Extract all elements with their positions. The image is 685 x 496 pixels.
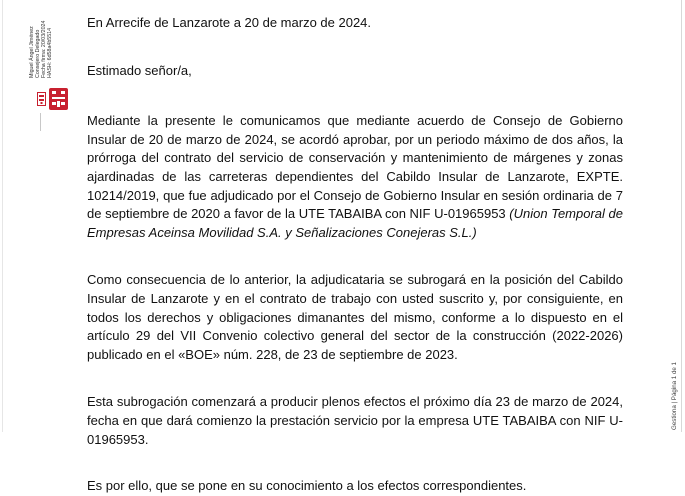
paragraph-subrogacion: Como consecuencia de lo anterior, la adjudicataria se subrogará en la posición del Cabildo Insular de Lanzarote y en el contrato de trabajo con usted suscrito y, por consiguiente, en todos los derechos y obligaciones dimanantes del mismo, conforme a lo dispuesto en el artículo 29 del VII Convenio colectivo general del sector de la construcción (2022-2026) publicado en el «BOE» núm. 228, de 23 de septiembre de 2023. bbox=[87, 272, 623, 362]
paragraph-conocimiento: Es por ello, que se pone en su conocimiento a los efectos correspondientes. bbox=[87, 478, 527, 494]
signature-line: Miguel Ángel Jiménez bbox=[29, 26, 35, 78]
cabildo-seal-icon bbox=[37, 88, 69, 110]
page-edge-right bbox=[681, 0, 682, 432]
ute-composition: (Union Temporal de Empresas Aceinsa Movilidad S.A. y Señalizaciones Conejeras S.L.) bbox=[87, 206, 623, 240]
shield-icon bbox=[49, 88, 68, 110]
signature-line: Fecha firma: 20/03/2024 bbox=[41, 20, 47, 78]
crown-icon bbox=[37, 92, 46, 106]
paragraph-prorroga-text: Mediante la presente le comunicamos que mediante acuerdo de Consejo de Gobierno Insular de 20 de marzo de 2024, se acordó aprobar, por un periodo máximo de dos años, la prórroga del contrato del servicio de conservación y mantenimiento de márgenes y zonas ajardinadas de las carreteras dependientes del Cabildo Insular de Lanzarote, EXPTE. 10214/2019, que fue adjudicado por el Consejo de Gobierno Insular en sesión ordinaria de 7 de septiembre de 2020 a favor de la UTE TABAIBA con NIF U-01965953 bbox=[87, 113, 623, 222]
letter-body bbox=[87, 14, 623, 496]
margin-divider bbox=[40, 113, 41, 131]
letter-greeting: Estimado señor/a, bbox=[87, 62, 192, 78]
signature-line: Consejero Delegado bbox=[35, 29, 41, 78]
page-edge-left bbox=[2, 0, 3, 432]
signature-block bbox=[30, 2, 70, 78]
paragraph-efectos: Esta subrogación comenzará a producir plenos efectos el próximo día 23 de marzo de 2024, fecha en que dará comienzo la prestación servicio por la empresa UTE TABAIBA con NIF U-01965953. bbox=[87, 394, 623, 447]
letter-date: En Arrecife de Lanzarote a 20 de marzo de 2024. bbox=[87, 15, 372, 30]
page-footer: Gestiona | Página 1 de 1 bbox=[671, 362, 678, 430]
paragraph-prorroga bbox=[87, 112, 623, 242]
signature-line: HASH: 6d58a4b5514 bbox=[47, 27, 53, 78]
